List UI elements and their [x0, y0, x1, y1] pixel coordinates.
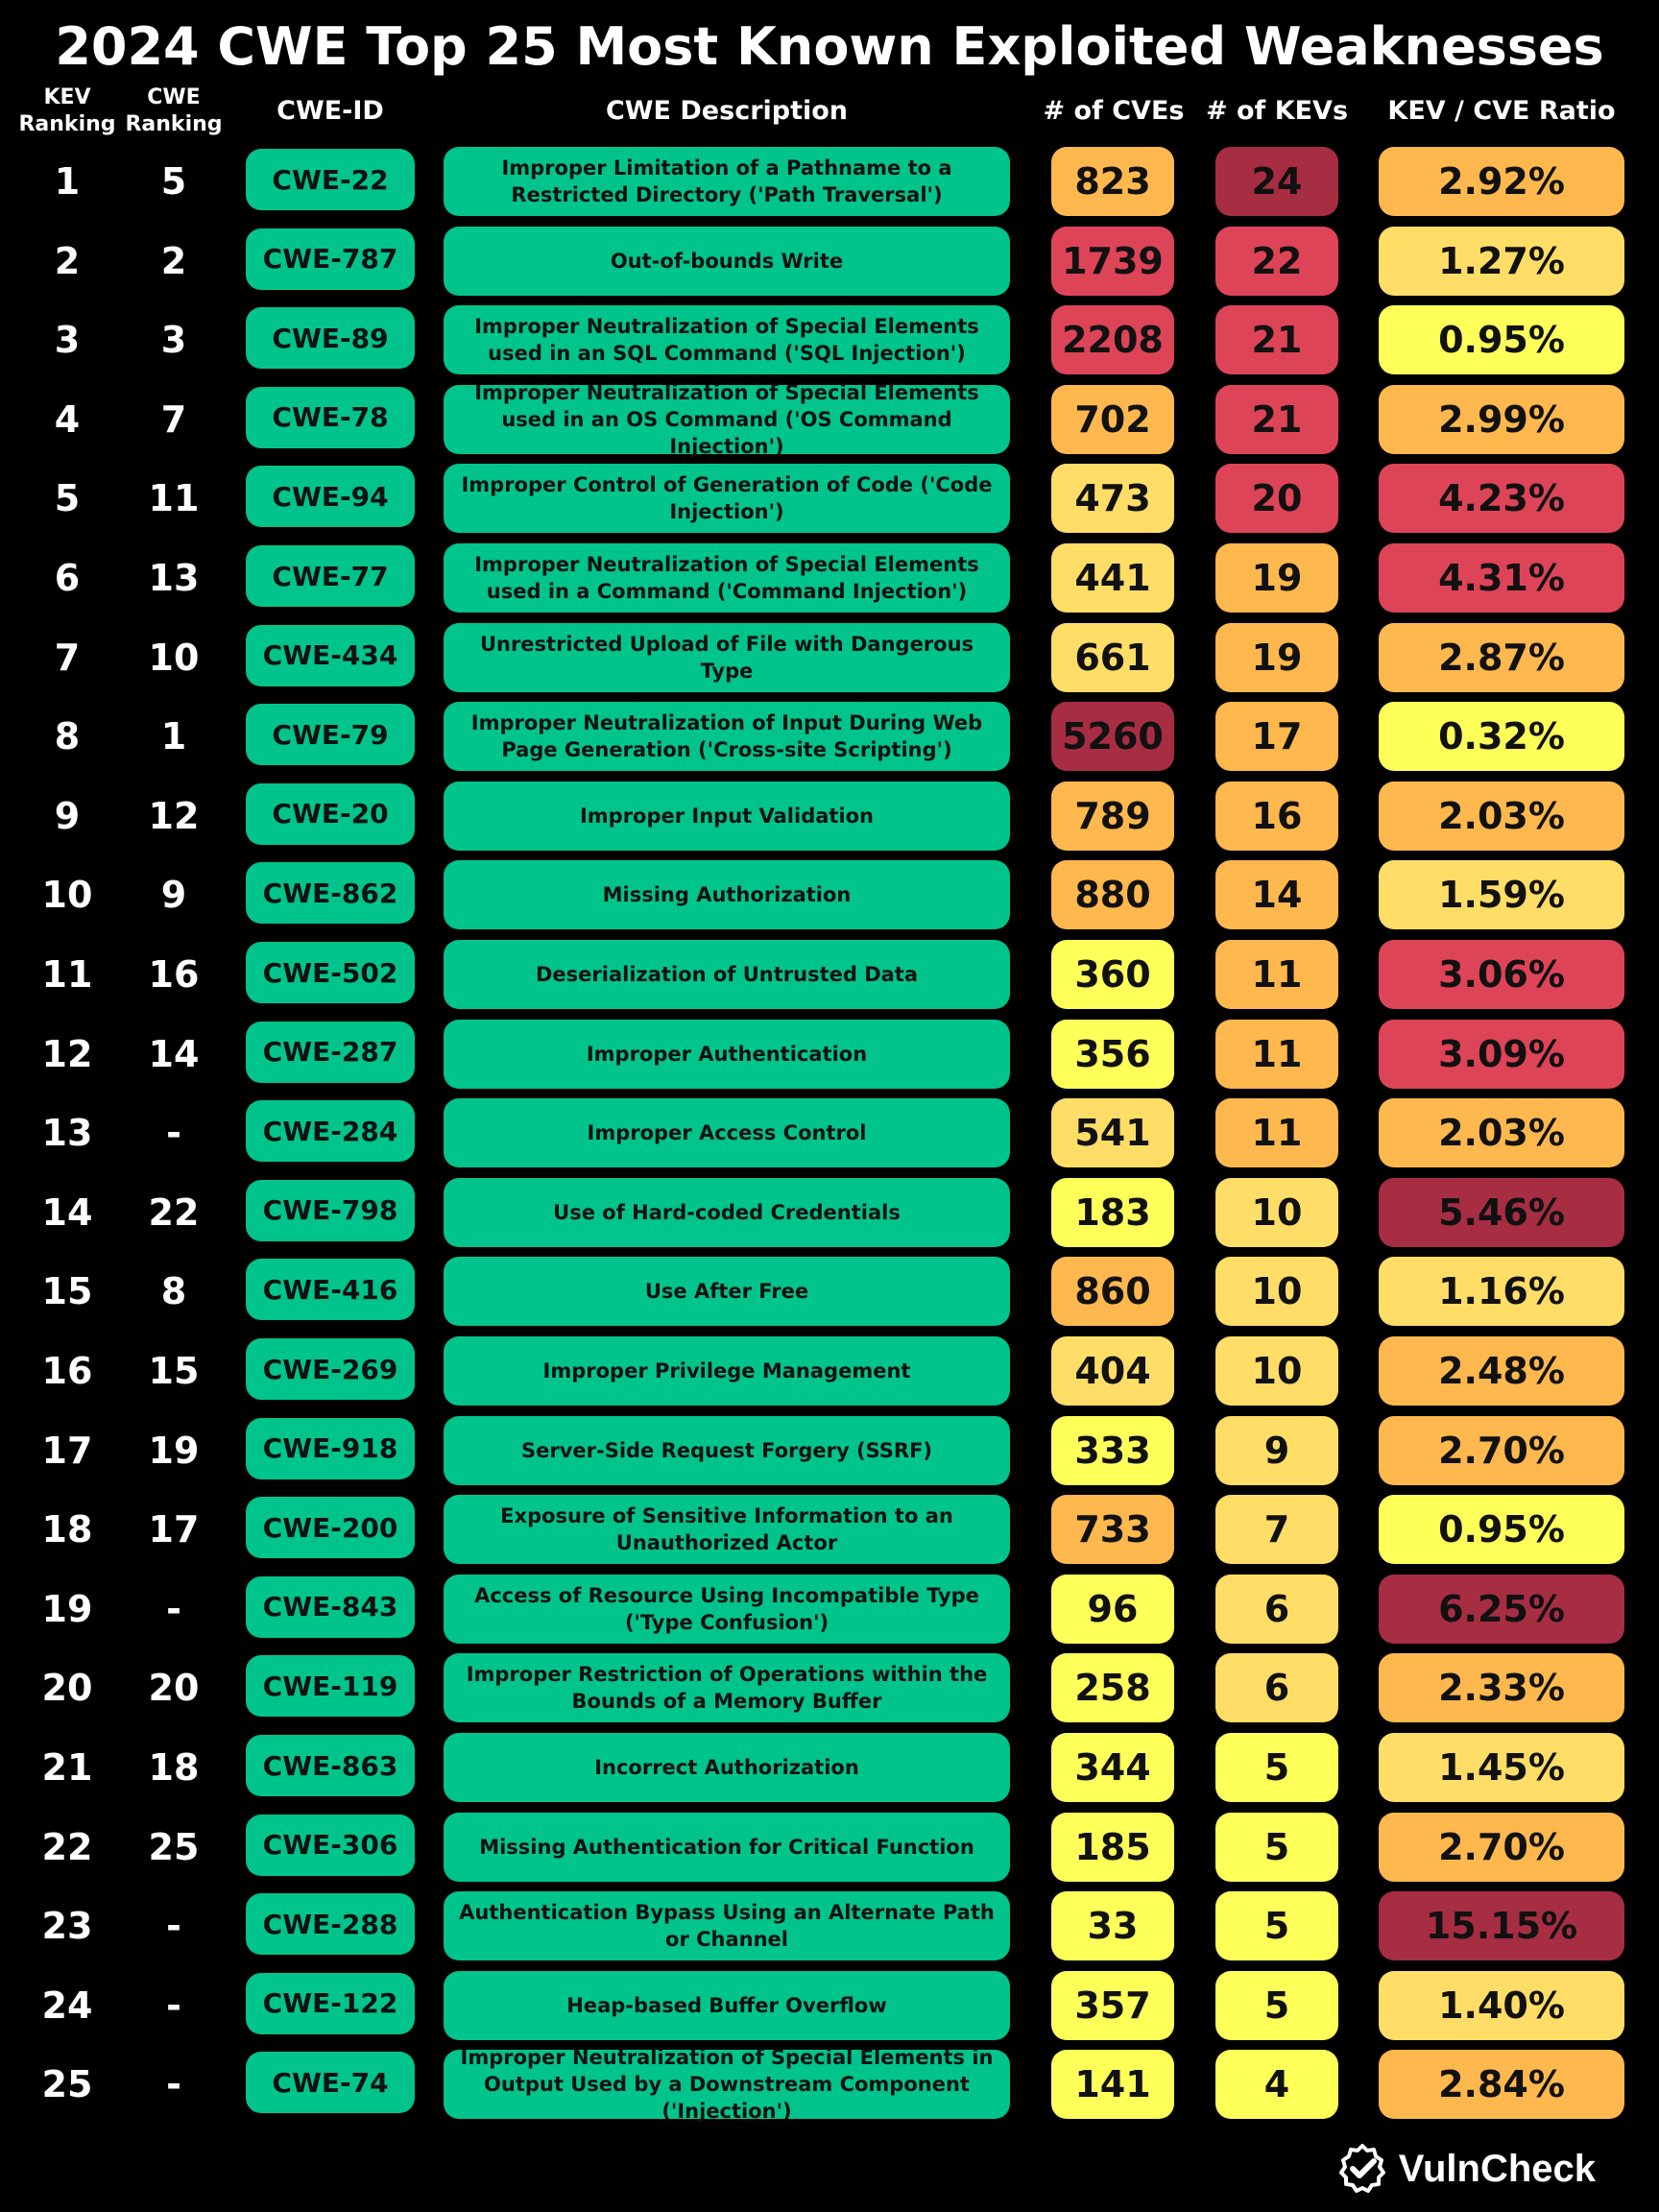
kev-ranking-cell: 4	[54, 397, 81, 441]
cwe-ranking-cell: 14	[148, 1032, 200, 1075]
cve-count-badge: 141	[1051, 2050, 1174, 2119]
kev-ranking-cell: 18	[41, 1508, 93, 1551]
kev-count-badge: 24	[1215, 147, 1338, 216]
cve-count-badge: 185	[1051, 1813, 1174, 1882]
cwe-ranking-cell: 25	[148, 1825, 200, 1868]
cwe-ranking-cell: -	[166, 1984, 181, 2027]
page-title: 2024 CWE Top 25 Most Known Exploited Weaknesses	[55, 16, 1604, 77]
cwe-description-pill: Missing Authorization	[444, 860, 1010, 929]
cwe-id-pill: CWE-78	[246, 387, 415, 448]
kev-cve-ratio-badge: 2.70%	[1379, 1416, 1624, 1485]
cwe-id-pill: CWE-502	[246, 942, 415, 1003]
kev-ranking-cell: 17	[41, 1429, 93, 1472]
table-row	[0, 697, 1659, 776]
cwe-description-pill: Improper Neutralization of Special Elements used in an OS Command ('OS Command Injection')	[444, 385, 1010, 454]
kev-ranking-cell: 20	[41, 1667, 93, 1710]
header-cves: # of CVEs	[1043, 96, 1185, 126]
kev-count-badge: 5	[1215, 1891, 1338, 1960]
cwe-ranking-cell: 7	[160, 397, 187, 441]
kev-ranking-cell: 14	[41, 1190, 93, 1234]
kev-ranking-cell: 11	[41, 953, 93, 996]
table-row	[0, 1411, 1659, 1490]
cwe-description-pill: Improper Authentication	[444, 1020, 1010, 1089]
cve-count-badge: 33	[1051, 1891, 1174, 1960]
cwe-description-pill: Deserialization of Untrusted Data	[444, 940, 1010, 1009]
kev-count-badge: 19	[1215, 623, 1338, 692]
kev-count-badge: 5	[1215, 1971, 1338, 2040]
cwe-ranking-cell: 10	[148, 636, 200, 679]
cwe-ranking-cell: 2	[160, 239, 187, 282]
kev-count-badge: 7	[1215, 1495, 1338, 1564]
table-row	[0, 935, 1659, 1014]
kev-cve-ratio-badge: 2.92%	[1379, 147, 1624, 216]
cve-count-badge: 258	[1051, 1653, 1174, 1722]
kev-cve-ratio-badge: 0.95%	[1379, 305, 1624, 374]
kev-count-badge: 10	[1215, 1178, 1338, 1247]
cwe-description-pill: Server-Side Request Forgery (SSRF)	[444, 1416, 1010, 1485]
cwe-id-pill: CWE-200	[246, 1497, 415, 1558]
cwe-id-pill: CWE-20	[246, 783, 415, 845]
kev-cve-ratio-badge: 2.48%	[1379, 1336, 1624, 1406]
kev-cve-ratio-badge: 2.03%	[1379, 1098, 1624, 1167]
kev-ranking-cell: 23	[41, 1905, 93, 1948]
cwe-description-pill: Authentication Bypass Using an Alternate Path or Channel	[444, 1891, 1010, 1960]
kev-cve-ratio-badge: 5.46%	[1379, 1178, 1624, 1247]
cwe-description-pill: Improper Neutralization of Special Elements used in an SQL Command ('SQL Injection')	[444, 305, 1010, 374]
kev-count-badge: 16	[1215, 781, 1338, 851]
kev-ranking-cell: 22	[41, 1825, 93, 1868]
cwe-id-pill: CWE-434	[246, 625, 415, 686]
kev-cve-ratio-badge: 2.84%	[1379, 2050, 1624, 2119]
cve-count-badge: 860	[1051, 1257, 1174, 1326]
cwe-ranking-cell: -	[166, 1905, 181, 1948]
cwe-id-pill: CWE-787	[246, 228, 415, 290]
kev-ranking-cell: 16	[41, 1350, 93, 1392]
table-row	[0, 1728, 1659, 1807]
kev-cve-ratio-badge: 1.40%	[1379, 1971, 1624, 2040]
cwe-description-pill: Incorrect Authorization	[444, 1733, 1010, 1802]
cwe-description-pill: Improper Neutralization of Special Elements in Output Used by a Downstream Component ('Injection')	[444, 2050, 1010, 2119]
cwe-ranking-cell: 9	[160, 874, 187, 917]
table-row	[0, 777, 1659, 855]
cve-count-badge: 789	[1051, 781, 1174, 851]
cve-count-badge: 5260	[1051, 702, 1174, 771]
table-row	[0, 459, 1659, 538]
cwe-id-pill: CWE-288	[246, 1893, 415, 1955]
kev-cve-ratio-badge: 4.23%	[1379, 464, 1624, 533]
cwe-description-pill: Improper Input Validation	[444, 781, 1010, 851]
kev-ranking-cell: 2	[54, 239, 81, 282]
kev-ranking-cell: 1	[54, 160, 81, 203]
cwe-ranking-cell: 18	[148, 1746, 200, 1789]
table-row	[0, 539, 1659, 617]
kev-ranking-cell: 8	[54, 715, 81, 758]
cwe-id-pill: CWE-306	[246, 1815, 415, 1876]
table-row	[0, 1808, 1659, 1887]
kev-ranking-cell: 6	[54, 557, 81, 599]
cve-count-badge: 183	[1051, 1178, 1174, 1247]
cwe-description-pill: Improper Privilege Management	[444, 1336, 1010, 1406]
kev-cve-ratio-badge: 1.45%	[1379, 1733, 1624, 1802]
table-row	[0, 301, 1659, 379]
cwe-id-pill: CWE-77	[246, 545, 415, 607]
cwe-ranking-cell: -	[166, 1112, 181, 1155]
cve-count-badge: 333	[1051, 1416, 1174, 1485]
cwe-ranking-cell: 8	[160, 1270, 187, 1313]
cve-count-badge: 404	[1051, 1336, 1174, 1406]
cve-count-badge: 823	[1051, 147, 1174, 216]
kev-count-badge: 17	[1215, 702, 1338, 771]
kev-cve-ratio-badge: 0.95%	[1379, 1495, 1624, 1564]
kev-ranking-cell: 9	[54, 794, 81, 837]
kev-ranking-cell: 13	[41, 1112, 93, 1155]
kev-ranking-cell: 7	[54, 636, 81, 679]
kev-ranking-cell: 5	[54, 477, 81, 520]
kev-cve-ratio-badge: 2.87%	[1379, 623, 1624, 692]
kev-cve-ratio-badge: 1.27%	[1379, 227, 1624, 296]
kev-count-badge: 14	[1215, 860, 1338, 929]
cwe-id-pill: CWE-119	[246, 1655, 415, 1717]
table-row	[0, 1252, 1659, 1331]
cwe-ranking-cell: -	[166, 1587, 181, 1630]
kev-cve-ratio-badge: 0.32%	[1379, 702, 1624, 771]
cve-count-badge: 473	[1051, 464, 1174, 533]
cwe-ranking-cell: 11	[148, 477, 200, 520]
cwe-description-pill: Access of Resource Using Incompatible Type ('Type Confusion')	[444, 1575, 1010, 1644]
table-row	[0, 222, 1659, 301]
cve-count-badge: 541	[1051, 1098, 1174, 1167]
cve-count-badge: 2208	[1051, 305, 1174, 374]
header-description: CWE Description	[605, 96, 849, 126]
header-ratio: KEV / CVE Ratio	[1387, 96, 1616, 126]
cwe-description-pill: Missing Authentication for Critical Function	[444, 1813, 1010, 1882]
cwe-id-pill: CWE-79	[246, 704, 415, 765]
kev-cve-ratio-badge: 2.33%	[1379, 1653, 1624, 1722]
cve-count-badge: 344	[1051, 1733, 1174, 1802]
header-cwe-ranking: CWE Ranking	[125, 85, 223, 136]
table-row	[0, 1490, 1659, 1569]
kev-count-badge: 5	[1215, 1813, 1338, 1882]
table-row	[0, 1887, 1659, 1965]
kev-cve-ratio-badge: 1.59%	[1379, 860, 1624, 929]
table-row	[0, 380, 1659, 459]
checkmark-badge-icon	[1335, 2142, 1389, 2196]
kev-count-badge: 21	[1215, 385, 1338, 454]
header-cwe-id: CWE-ID	[276, 96, 384, 126]
cwe-description-pill: Use of Hard-coded Credentials	[444, 1178, 1010, 1247]
cwe-id-pill: CWE-918	[246, 1418, 415, 1479]
kev-count-badge: 4	[1215, 2050, 1338, 2119]
cve-count-badge: 356	[1051, 1020, 1174, 1089]
cwe-ranking-cell: 17	[148, 1508, 200, 1551]
cve-count-badge: 441	[1051, 543, 1174, 613]
kev-count-badge: 5	[1215, 1733, 1338, 1802]
cwe-id-pill: CWE-22	[246, 149, 415, 210]
kev-cve-ratio-badge: 2.03%	[1379, 781, 1624, 851]
cwe-id-pill: CWE-862	[246, 862, 415, 924]
cwe-description-pill: Improper Access Control	[444, 1098, 1010, 1167]
cve-count-badge: 96	[1051, 1575, 1174, 1644]
cwe-id-pill: CWE-843	[246, 1576, 415, 1638]
table-row	[0, 1648, 1659, 1727]
logo-text: VulnCheck	[1398, 2147, 1596, 2190]
kev-cve-ratio-badge: 3.06%	[1379, 940, 1624, 1009]
cwe-ranking-cell: 15	[148, 1350, 200, 1392]
table-row	[0, 1966, 1659, 2045]
kev-count-badge: 10	[1215, 1257, 1338, 1326]
cve-count-badge: 1739	[1051, 227, 1174, 296]
cwe-ranking-cell: 20	[148, 1667, 200, 1710]
cwe-id-pill: CWE-416	[246, 1259, 415, 1320]
cwe-description-pill: Unrestricted Upload of File with Dangerous Type	[444, 623, 1010, 692]
table-row	[0, 1094, 1659, 1172]
kev-count-badge: 11	[1215, 1098, 1338, 1167]
table-row	[0, 1173, 1659, 1252]
kev-ranking-cell: 10	[41, 874, 93, 917]
cwe-ranking-cell: -	[166, 2063, 181, 2106]
cve-count-badge: 733	[1051, 1495, 1174, 1564]
cwe-description-pill: Heap-based Buffer Overflow	[444, 1971, 1010, 2040]
cve-count-badge: 880	[1051, 860, 1174, 929]
cwe-id-pill: CWE-863	[246, 1735, 415, 1796]
kev-cve-ratio-badge: 2.99%	[1379, 385, 1624, 454]
table-row	[0, 855, 1659, 934]
kev-count-badge: 22	[1215, 227, 1338, 296]
kev-cve-ratio-badge: 1.16%	[1379, 1257, 1624, 1326]
cwe-id-pill: CWE-284	[246, 1100, 415, 1162]
cwe-id-pill: CWE-122	[246, 1973, 415, 2034]
cwe-ranking-cell: 22	[148, 1190, 200, 1234]
kev-cve-ratio-badge: 15.15%	[1379, 1891, 1624, 1960]
kev-ranking-cell: 21	[41, 1746, 93, 1789]
cwe-description-pill: Out-of-bounds Write	[444, 227, 1010, 296]
kev-count-badge: 10	[1215, 1336, 1338, 1406]
cwe-description-pill: Improper Control of Generation of Code ('Code Injection')	[444, 464, 1010, 533]
kev-count-badge: 9	[1215, 1416, 1338, 1485]
table-row	[0, 2045, 1659, 2124]
cwe-ranking-cell: 12	[148, 794, 200, 837]
table-row	[0, 142, 1659, 221]
cve-count-badge: 702	[1051, 385, 1174, 454]
cwe-ranking-cell: 3	[160, 319, 187, 362]
cwe-description-pill: Use After Free	[444, 1257, 1010, 1326]
kev-ranking-cell: 12	[41, 1032, 93, 1075]
table-row	[0, 1570, 1659, 1648]
header-kevs: # of KEVs	[1205, 96, 1349, 126]
cwe-ranking-cell: 13	[148, 557, 200, 599]
kev-cve-ratio-badge: 2.70%	[1379, 1813, 1624, 1882]
cwe-description-pill: Improper Neutralization of Input During Web Page Generation ('Cross-site Scripting')	[444, 702, 1010, 771]
kev-ranking-cell: 19	[41, 1587, 93, 1630]
kev-count-badge: 11	[1215, 1020, 1338, 1089]
table-row	[0, 1015, 1659, 1094]
cwe-id-pill: CWE-798	[246, 1180, 415, 1241]
kev-count-badge: 11	[1215, 940, 1338, 1009]
cwe-description-pill: Exposure of Sensitive Information to an Unauthorized Actor	[444, 1495, 1010, 1564]
cwe-description-pill: Improper Restriction of Operations within the Bounds of a Memory Buffer	[444, 1653, 1010, 1722]
cwe-ranking-cell: 19	[148, 1429, 200, 1472]
cve-count-badge: 661	[1051, 623, 1174, 692]
header-kev-ranking: KEV Ranking	[18, 85, 116, 136]
kev-count-badge: 21	[1215, 305, 1338, 374]
kev-count-badge: 6	[1215, 1653, 1338, 1722]
kev-ranking-cell: 24	[41, 1984, 93, 2027]
table-row	[0, 1332, 1659, 1410]
cwe-id-pill: CWE-89	[246, 307, 415, 369]
kev-ranking-cell: 3	[54, 319, 81, 362]
kev-count-badge: 19	[1215, 543, 1338, 613]
kev-ranking-cell: 15	[41, 1270, 93, 1313]
cwe-ranking-cell: 1	[160, 715, 187, 758]
cwe-id-pill: CWE-94	[246, 466, 415, 527]
kev-cve-ratio-badge: 3.09%	[1379, 1020, 1624, 1089]
cwe-description-pill: Improper Limitation of a Pathname to a Restricted Directory ('Path Traversal')	[444, 147, 1010, 216]
cwe-ranking-cell: 5	[160, 160, 187, 203]
kev-ranking-cell: 25	[41, 2063, 93, 2106]
kev-cve-ratio-badge: 6.25%	[1379, 1575, 1624, 1644]
cve-count-badge: 357	[1051, 1971, 1174, 2040]
cve-count-badge: 360	[1051, 940, 1174, 1009]
cwe-id-pill: CWE-74	[246, 2052, 415, 2113]
kev-count-badge: 6	[1215, 1575, 1338, 1644]
kev-cve-ratio-badge: 4.31%	[1379, 543, 1624, 613]
table-row	[0, 618, 1659, 697]
cwe-id-pill: CWE-269	[246, 1338, 415, 1400]
cwe-id-pill: CWE-287	[246, 1022, 415, 1083]
vulncheck-logo	[1335, 2137, 1596, 2200]
kev-count-badge: 20	[1215, 464, 1338, 533]
cwe-ranking-cell: 16	[148, 953, 200, 996]
cwe-description-pill: Improper Neutralization of Special Elements used in a Command ('Command Injection')	[444, 543, 1010, 613]
